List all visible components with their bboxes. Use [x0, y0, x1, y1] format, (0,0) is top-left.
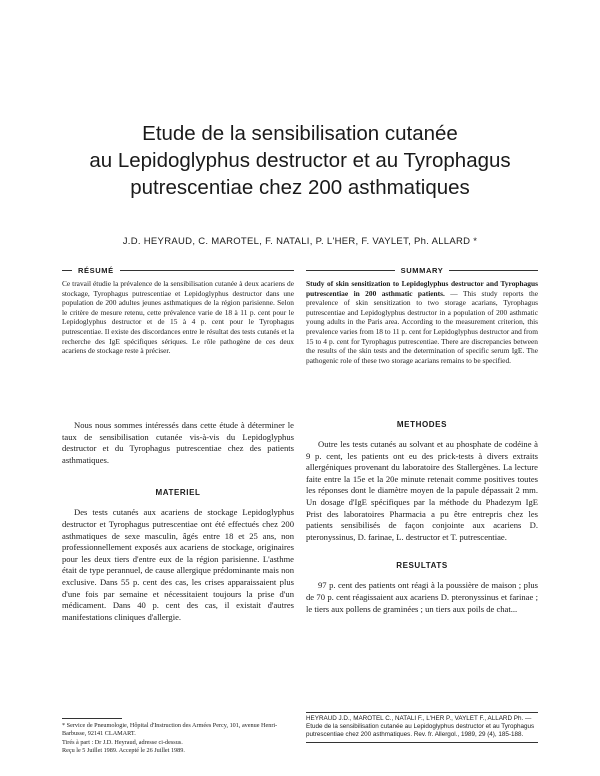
affiliation-footnote: * Service de Pneumologie, Hôpital d'Instruction des Armées Percy, 101, avenue Henri-Barbusse, 92141 CLAMART.: [62, 722, 278, 738]
right-column: [306, 420, 538, 615]
materiel-heading: MATERIEL: [155, 488, 201, 498]
title-line-1: Etude de la sensibilisation cutanée: [142, 122, 458, 145]
citation-box: HEYRAUD J.D., MAROTEL C., NATALI F., L'HER P., VAYLET F., ALLARD Ph. — Etude de la sensibilisation cutanée au Lepidoglyphus destructor et au Tyrophagus putrescentiae chez 200 asthmatiques. Rev. fr. Allergol., 1989, 29 (4), 185-188.: [306, 712, 538, 743]
intro-paragraph: Nous nous sommes intéressés dans cette étude à déterminer le taux de sensibilisation cutanée vis-à-vis du Lepidoglyphus destructor et du Tyrophagus putrescentiae chez des patients asthmatiques.: [62, 420, 294, 465]
footnotes: [62, 718, 294, 756]
summary-text: Study of skin sensitization to Lepidoglyphus destructor and Tyrophagus putrescentiae in 200 asthmatic patients. — This study reports the prevalence of skin sensitization to two storage acarians, Tyrophagus putrescentiae and Lepidoglyphus destructor in a population of 200 asthmatic young adults in the Paris area. According to the measurement criterion, this prevalence varies from 18 to 11 p. cent for Lepidoglyphus destructor and from 15 to 4 p. cent for Tyrophagus putrescentiae. There are discrepancies between the results of the skin tests and the determination of specific serum IgE. The pathogenic role of these two storage acarians remains to be specified.: [306, 279, 538, 365]
resultats-heading: RESULTATS: [396, 561, 448, 571]
author-list: J.D. HEYRAUD, C. MAROTEL, F. NATALI, P. L'HER, F. VAYLET, Ph. ALLARD *: [122, 236, 478, 247]
article-title: [30, 120, 570, 201]
materiel-paragraph: Des tests cutanés aux acariens de stockage Lepidoglyphus destructor et Tyrophagus putrescentiae ont été effectués chez 200 asthmatiques de sexe masculin, âgés entre 18 et 25 ans, non professionnellement exposés aux acariens de stockage, originaires pour les deux tiers d'entre eux de la région parisienne. L'asthme était de type perannuel, de cause allergique prédominante mais non exclusive. Dans 55 p. cent des cas, les crises apparaissaient plus d'une fois par semaine et nécessitaient toujours la prise d'un médicament. Dans 40 p. cent des cas, il existait d'autres manifestations cliniques d'allergie.: [62, 507, 294, 622]
left-column: [62, 420, 294, 623]
methodes-paragraph: Outre les tests cutanés au solvant et au phosphate de codéine à 9 p. cent, les patients ont eu des prick-tests à divers extraits allergéniques provenant du laboratoire des Stallergènes. La lecture faite entre la 15e et la 20e minute retenait comme positives toutes les réponses dont le diamètre moyen de la papule dépassait 2 mm. Un dosage d'IgE spécifiques par la méthode du Phadezym IgE Prist des laboratoires Pharmacia a pu être entrepris chez les patients sensibilisés de façon conjointe aux acariens D. pteronyssinus, D. farinae, L. destructor et T. putrescentiae.: [306, 439, 538, 542]
title-line-3: putrescentiae chez 200 asthmatiques: [130, 176, 470, 199]
resume-text: Ce travail étudie la prévalence de la sensibilisation cutanée à deux acariens de stockage, Tyrophagus putrescentiae et Lepidoglyphus destructor dans une population de 200 adultes jeunes asthmatiques de la région parisienne. Selon le critère de mesure retenu, cette prévalence varie de 18 à 11 p. cent pour le Lepidoglyphus destructor et de 15 à 4 p. cent pour le Tyrophagus putrescentiae. Il existe des discordances entre le résultat des tests cutanés et la recherche des IgE spécifiques sériques. Le rôle pathogène de ces deux acariens de stockage reste à préciser.: [62, 279, 294, 356]
resume-heading: [62, 266, 294, 275]
reprints-footnote: Tirés à part : Dr J.D. Heyraud, adresse ci-dessus.: [62, 738, 183, 746]
summary-heading-text: SUMMARY: [400, 266, 444, 275]
resume-heading-text: RÉSUMÉ: [78, 266, 114, 275]
summary-section: [306, 266, 538, 365]
footnote-rule: [62, 718, 122, 719]
resume-section: [62, 266, 294, 356]
summary-body: This study reports the prevalence of skin sensitization to two storage acarians, Tyrophagus putrescentiae and Lepidoglyphus destructor in a population of 200 asthmatic young adults in the Paris area. According to the measurement criterion, this prevalence varies from 18 to 11 p. cent for Lepidoglyphus destructor and from 15 to 4 p. cent for Tyrophagus putrescentiae. There are discrepancies between the results of the skin tests and the determination of specific serum IgE. The pathogenic role of these two storage acarians remains to be specified.: [306, 288, 538, 365]
title-line-2: au Lepidoglyphus destructor et au Tyrophagus: [89, 149, 511, 172]
summary-title: Study of skin sensitization to Lepidoglyphus destructor and Tyrophagus putrescentiae in 200 asthmatic patients.: [306, 279, 538, 298]
received-footnote: Reçu le 5 Juillet 1989. Accepté le 26 Juillet 1989.: [62, 747, 185, 755]
summary-heading: [306, 266, 538, 275]
resultats-paragraph: 97 p. cent des patients ont réagi à la poussière de maison ; plus de 70 p. cent réagissaient aux acariens D. pteronyssinus et farinae ; le tiers aux pollens de graminées ; un tiers aux poils de chat...: [306, 580, 538, 614]
methodes-heading: METHODES: [396, 420, 448, 429]
